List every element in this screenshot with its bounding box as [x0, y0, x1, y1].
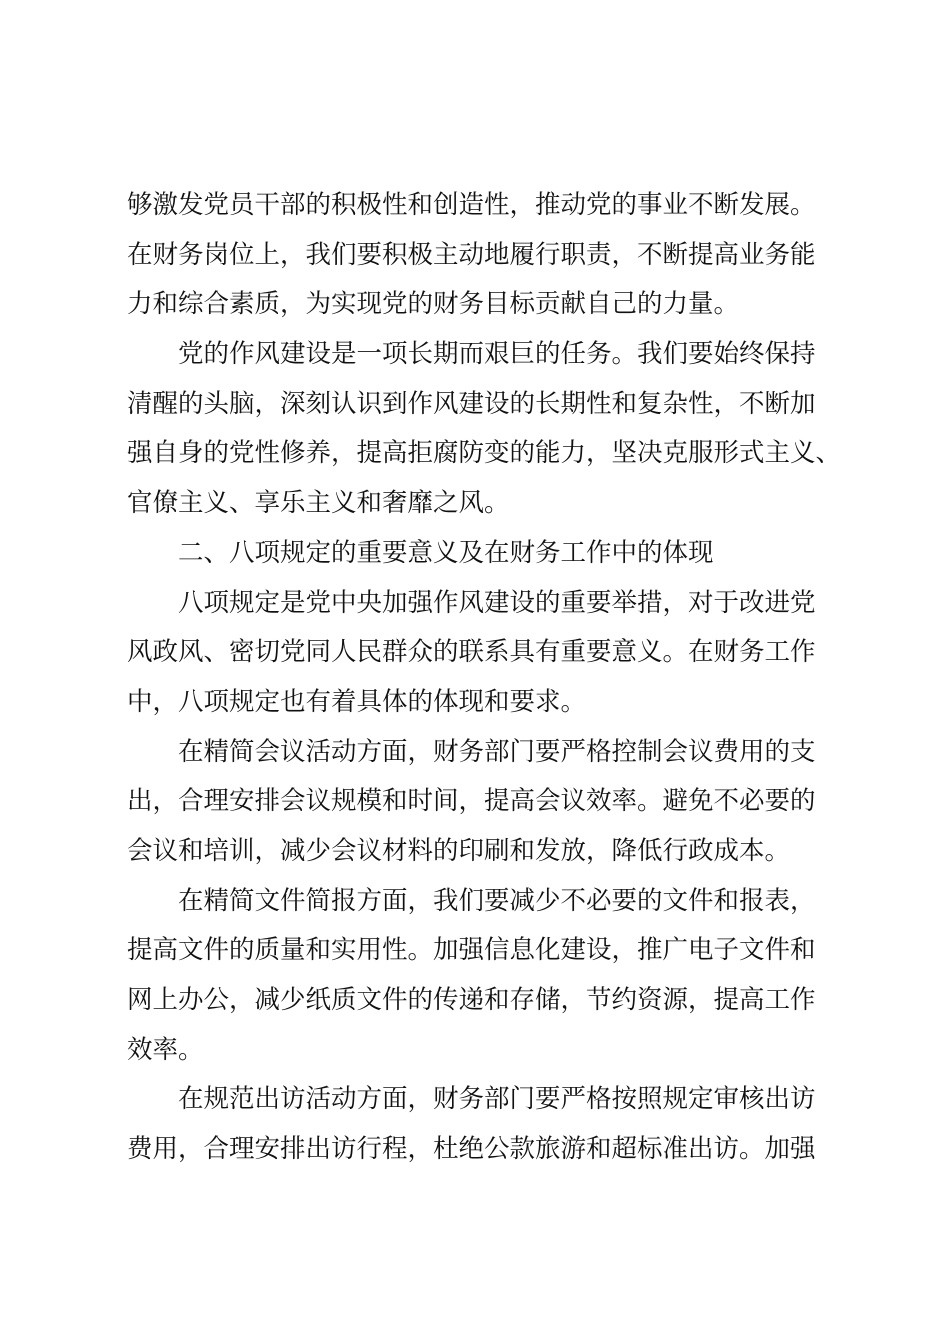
- text-line: 力和综合素质，为实现党的财务目标贡献自己的力量。: [127, 289, 740, 319]
- text-line: 强自身的党性修养，提高拒腐防变的能力，坚决克服形式主义、: [127, 438, 842, 468]
- paragraph-first-line: 在精简会议活动方面，财务部门要严格控制会议费用的支: [178, 737, 816, 767]
- text-line: 风政风、密切党同人民群众的联系具有重要意义。在财务工作: [127, 637, 816, 667]
- text-line: 费用，合理安排出访行程，杜绝公款旅游和超标准出访。加强: [127, 1134, 816, 1164]
- text-line: 中，八项规定也有着具体的体现和要求。: [127, 687, 587, 717]
- paragraph-first-line: 八项规定是党中央加强作风建设的重要举措，对于改进党: [178, 588, 816, 618]
- text-line: 会议和培训，减少会议材料的印刷和发放，降低行政成本。: [127, 836, 791, 866]
- text-line: 提高文件的质量和实用性。加强信息化建设，推广电子文件和: [127, 935, 816, 965]
- paragraph-first-line: 党的作风建设是一项长期而艰巨的任务。我们要始终保持: [178, 339, 816, 369]
- text-line: 够激发党员干部的积极性和创造性，推动党的事业不断发展。: [127, 190, 816, 220]
- text-line: 出，合理安排会议规模和时间，提高会议效率。避免不必要的: [127, 786, 816, 816]
- paragraph-first-line: 在规范出访活动方面，财务部门要严格按照规定审核出访: [178, 1084, 816, 1114]
- text-line: 在财务岗位上，我们要积极主动地履行职责，不断提高业务能: [127, 240, 816, 270]
- text-line: 效率。: [127, 1035, 204, 1065]
- paragraph-first-line: 在精简文件简报方面，我们要减少不必要的文件和报表，: [178, 886, 816, 916]
- text-line: 网上办公，减少纸质文件的传递和存储，节约资源，提高工作: [127, 985, 816, 1015]
- text-line: 官僚主义、享乐主义和奢靡之风。: [127, 488, 510, 518]
- text-line: 清醒的头脑，深刻认识到作风建设的长期性和复杂性，不断加: [127, 389, 816, 419]
- section-heading: 二、八项规定的重要意义及在财务工作中的体现: [178, 538, 714, 568]
